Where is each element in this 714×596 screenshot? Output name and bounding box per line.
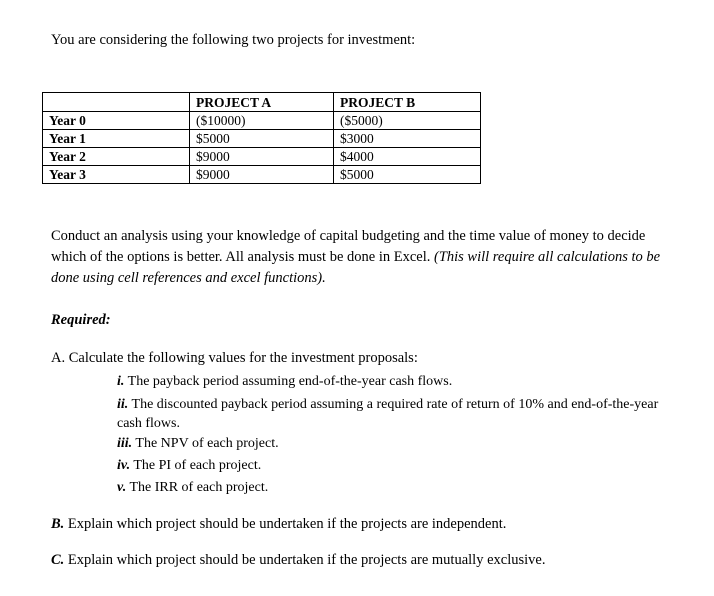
item-number: ii. (117, 397, 129, 412)
instructions-main-text: Conduct an analysis using your knowledge of capital budgeting and the time value of money to decide which of the options is better. All analysis must be done in Excel. (51, 228, 646, 265)
part-c-question (51, 552, 545, 569)
item-text: The NPV of each project. (132, 436, 279, 451)
part-b-question (51, 516, 506, 533)
item-number: v. (117, 480, 127, 495)
project-a-cash-flow: $9000 (190, 166, 334, 184)
intro-text: You are considering the following two projects for investment: (51, 32, 416, 48)
item-number: i. (117, 374, 125, 389)
table-row (43, 148, 481, 166)
project-b-cash-flow: $5000 (334, 166, 481, 184)
table-row (43, 112, 481, 130)
cash-flow-table (42, 92, 481, 184)
table-header-row (43, 93, 481, 112)
part-b-label: B. (51, 516, 65, 532)
year-label: Year 3 (43, 166, 190, 184)
project-a-cash-flow: $9000 (190, 148, 334, 166)
project-b-cash-flow: $3000 (334, 130, 481, 148)
item-text: The PI of each project. (130, 458, 262, 473)
year-label: Year 2 (43, 148, 190, 166)
part-c-label: C. (51, 552, 65, 568)
part-c-text: Explain which project should be undertaken if the projects are mutually exclusive. (64, 552, 546, 568)
header-project-a: PROJECT A (190, 93, 334, 112)
table-row (43, 166, 481, 184)
instructions-paragraph (51, 226, 666, 289)
item-number: iii. (117, 436, 133, 451)
part-a-intro: A. Calculate the following values for the investment proposals: (51, 350, 418, 366)
list-item (117, 372, 677, 391)
header-blank (43, 93, 190, 112)
list-item (117, 456, 677, 475)
list-item (117, 395, 677, 433)
list-item (117, 434, 677, 453)
required-heading: Required: (51, 312, 111, 328)
year-label: Year 1 (43, 130, 190, 148)
item-text: The discounted payback period assuming a required rate of return of 10% and end-of-the-year cash flows. (117, 397, 659, 431)
item-number: iv. (117, 458, 131, 473)
project-a-cash-flow: ($10000) (190, 112, 334, 130)
table-row (43, 130, 481, 148)
project-a-cash-flow: $5000 (190, 130, 334, 148)
item-text: The IRR of each project. (126, 480, 269, 495)
instructions-italic-note: (This will require all calculations to be done using cell references and excel functions). (51, 249, 661, 286)
header-project-b: PROJECT B (334, 93, 481, 112)
project-b-cash-flow: $4000 (334, 148, 481, 166)
year-label: Year 0 (43, 112, 190, 130)
list-item (117, 478, 677, 497)
project-b-cash-flow: ($5000) (334, 112, 481, 130)
part-b-text: Explain which project should be undertaken if the projects are independent. (64, 516, 507, 532)
item-text: The payback period assuming end-of-the-year cash flows. (124, 374, 453, 389)
